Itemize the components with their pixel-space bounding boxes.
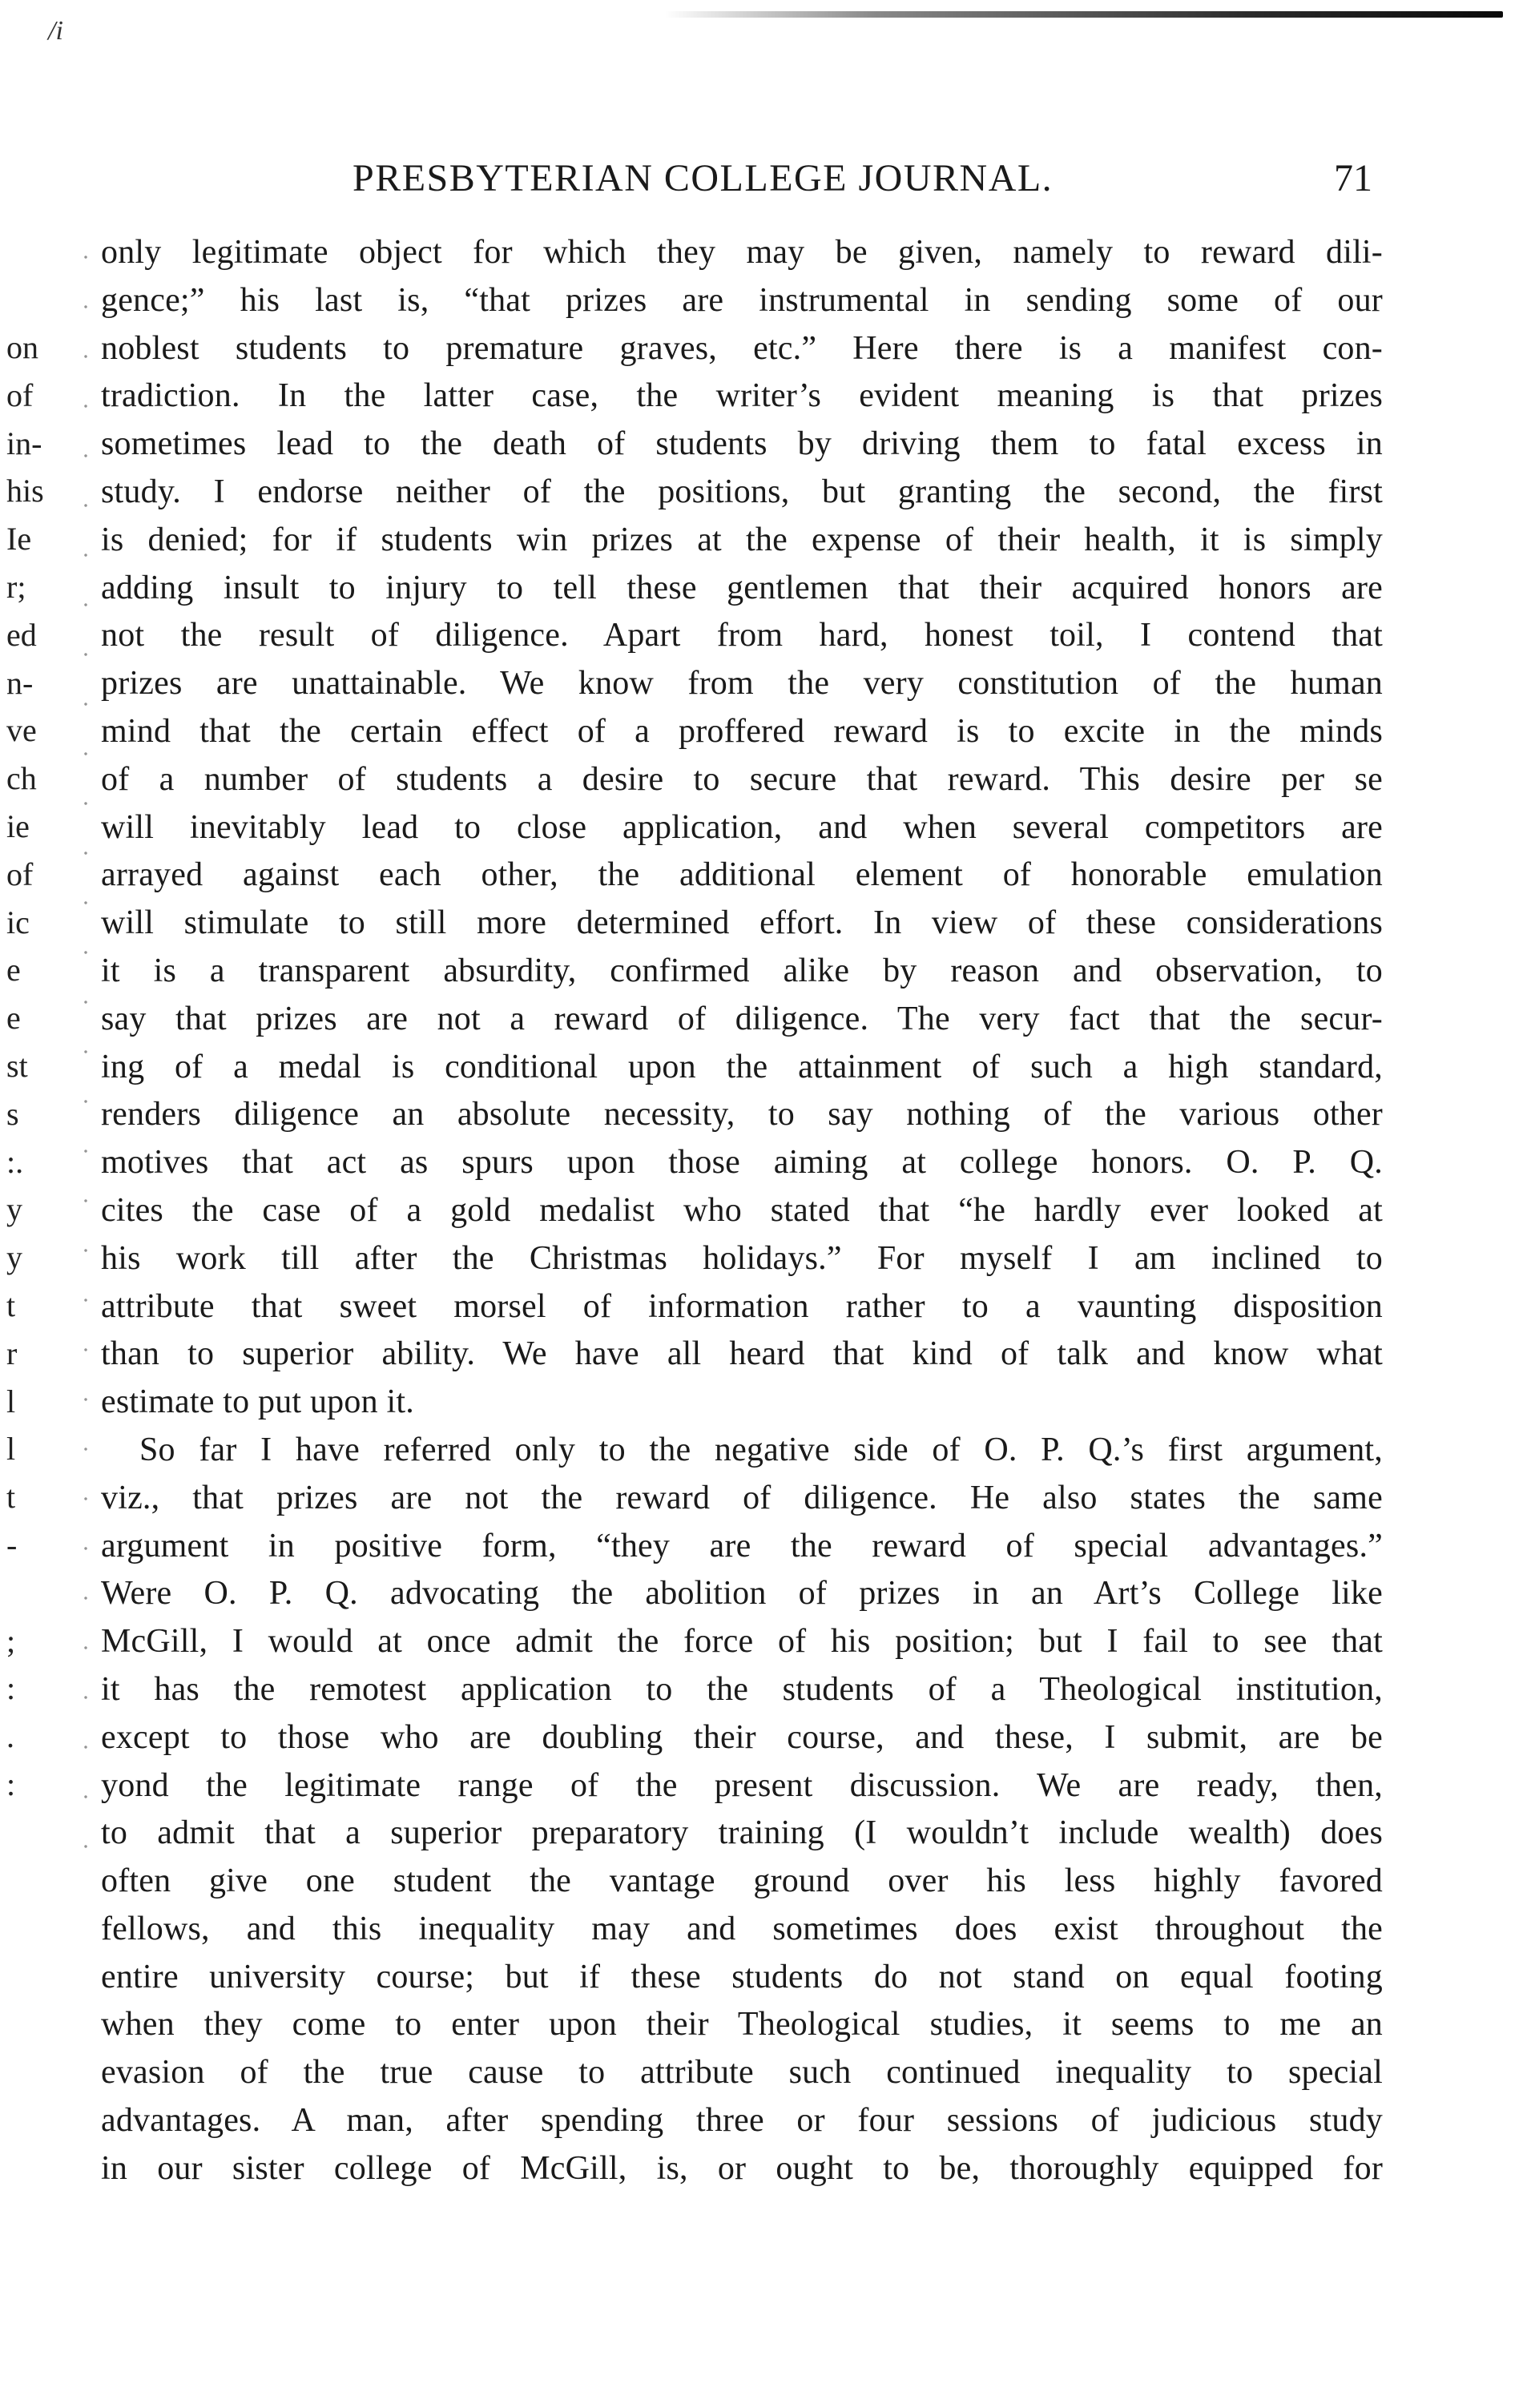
margin-fragment: ie — [6, 807, 30, 844]
margin-fragment — [6, 1569, 71, 1617]
text-line: argument in positive form, “they are the reward of special advantages.” — [101, 1527, 1383, 1564]
text-line: it is a transparent absurdity, confirmed alike by reason and observation, to — [101, 952, 1383, 989]
text-line: viz., that prizes are not the reward of diligence. He also states the same — [101, 1479, 1383, 1516]
margin-fragment: e — [6, 1000, 21, 1037]
scan-edge-line — [665, 11, 1503, 18]
text-line: motives that act as spurs upon those aiming at college honors. O. P. Q. — [101, 1144, 1383, 1182]
margin-fragment: . — [6, 1718, 14, 1755]
text-line: to admit that a superior preparatory training (I wouldn’t include wealth) does — [101, 1814, 1383, 1852]
text-line: not the result of diligence. Apart from hard, honest toil, I contend that — [101, 617, 1383, 654]
margin-fragment: : — [6, 1766, 16, 1802]
text-line: than to superior ability. We have all heard that kind of talk and know what — [101, 1335, 1383, 1373]
text-line: McGill, I would at once admit the force of his position; but I fail to see that — [101, 1623, 1383, 1661]
text-line: Were O. P. Q. advocating the abolition of prizes in an Art’s College like — [101, 1575, 1383, 1613]
margin-fragment: n- — [6, 664, 34, 701]
margin-fragment: his — [6, 473, 44, 509]
article-body — [101, 229, 1383, 2193]
page-number: 71 — [1334, 157, 1372, 199]
text-line: evasion of the true cause to attribute such continued inequality to special — [101, 2054, 1383, 2092]
text-line: advantages. A man, after spending three or four sessions of judicious study — [101, 2102, 1383, 2140]
text-line: of a number of students a desire to secure that reward. This desire per se — [101, 760, 1383, 798]
text-line: his work till after the Christmas holidays.” For myself I am inclined to — [101, 1239, 1383, 1277]
margin-fragment: Ie — [6, 521, 32, 558]
text-line: sometimes lead to the death of students by driving them to fatal excess in — [101, 425, 1383, 463]
margin-fragment: y — [6, 1239, 22, 1276]
margin-fragment: :. — [6, 1143, 24, 1180]
text-line: will inevitably lead to close application, and when several competitors are — [101, 808, 1383, 846]
text-line: cites the case of a gold medalist who stated that “he hardly ever looked at — [101, 1191, 1383, 1229]
text-line: entire university course; but if these students do not stand on equal footing — [101, 1958, 1383, 1995]
margin-fragment: : — [6, 1670, 16, 1707]
text-line: say that prizes are not a reward of diligence. The very fact that the secur- — [101, 1000, 1383, 1037]
text-line: renders diligence an absolute necessity, to say nothing of the various other — [101, 1096, 1383, 1134]
text-line: So far I have referred only to the negative side of O. P. Q.’s first argument, — [139, 1431, 1383, 1468]
text-line: noblest students to premature graves, etc.” Here there is a manifest con- — [101, 329, 1383, 367]
margin-fragment: ve — [6, 712, 37, 749]
margin-fragment: l — [6, 1383, 16, 1419]
text-line: estimate to put upon it. — [101, 1383, 414, 1421]
margin-fragment: ic — [6, 904, 30, 940]
text-line: in our sister college of McGill, is, or ought to be, thoroughly equipped for — [101, 2149, 1383, 2187]
margin-fragment: r; — [6, 568, 26, 605]
text-line: tradiction. In the latter case, the writer’s evident meaning is that prizes — [101, 377, 1383, 415]
text-line: yond the legitimate range of the present discussion. We are ready, then, — [101, 1766, 1383, 1804]
text-line: prizes are unattainable. We know from the very constitution of the human — [101, 665, 1383, 703]
text-line: ing of a medal is conditional upon the attainment of such a high standard, — [101, 1048, 1383, 1085]
text-line: attribute that sweet morsel of information rather to a vaunting disposition — [101, 1287, 1383, 1325]
running-head: PRESBYTERIAN COLLEGE JOURNAL. — [353, 157, 1054, 199]
text-line: except to those who are doubling their course, and these, I submit, are be — [101, 1718, 1383, 1756]
margin-fragment: of — [6, 377, 34, 413]
text-line: when they come to enter upon their Theological studies, it seems to me an — [101, 2006, 1383, 2044]
text-line: mind that the certain effect of a proffered reward is to excite in the minds — [101, 712, 1383, 750]
text-line: is denied; for if students win prizes at the expense of their health, it is simply — [101, 521, 1383, 558]
text-line: study. I endorse neither of the positions, but granting the second, the first — [101, 473, 1383, 510]
text-line: will stimulate to still more determined effort. In view of these considerations — [101, 904, 1383, 942]
margin-fragment: y — [6, 1191, 22, 1228]
margin-fragment: e — [6, 952, 21, 989]
text-line: arrayed against each other, the additional element of honorable emulation — [101, 856, 1383, 894]
margin-fragment: in- — [6, 425, 42, 461]
text-line: it has the remotest application to the students of a Theological institution, — [101, 1670, 1383, 1708]
margin-fragment: s — [6, 1095, 19, 1132]
adjacent-page-fragments — [6, 324, 71, 1809]
margin-fragment: on — [6, 329, 38, 365]
margin-fragment: st — [6, 1047, 28, 1084]
margin-fragment: ; — [6, 1622, 16, 1659]
margin-fragment: t — [6, 1479, 16, 1516]
text-line: fellows, and this inequality may and sometimes does exist throughout the — [101, 1910, 1383, 1947]
margin-fragment: r — [6, 1335, 18, 1371]
page-corner-mark: /i — [48, 16, 63, 46]
margin-fragment: of — [6, 856, 34, 892]
margin-fragment: l — [6, 1431, 16, 1468]
text-line: gence;” his last is, “that prizes are instrumental in sending some of our — [101, 281, 1383, 319]
text-line: adding insult to injury to tell these gentlemen that their acquired honors are — [101, 569, 1383, 606]
margin-fragment: ch — [6, 760, 37, 797]
text-line: only legitimate object for which they may be given, namely to reward dili- — [101, 234, 1383, 271]
gutter-noise — [80, 232, 91, 1850]
margin-fragment: ed — [6, 616, 37, 653]
page-header — [0, 156, 1535, 212]
margin-fragment: - — [6, 1526, 18, 1563]
margin-fragment: t — [6, 1287, 16, 1323]
text-line: often give one student the vantage ground over his less highly favored — [101, 1862, 1383, 1900]
